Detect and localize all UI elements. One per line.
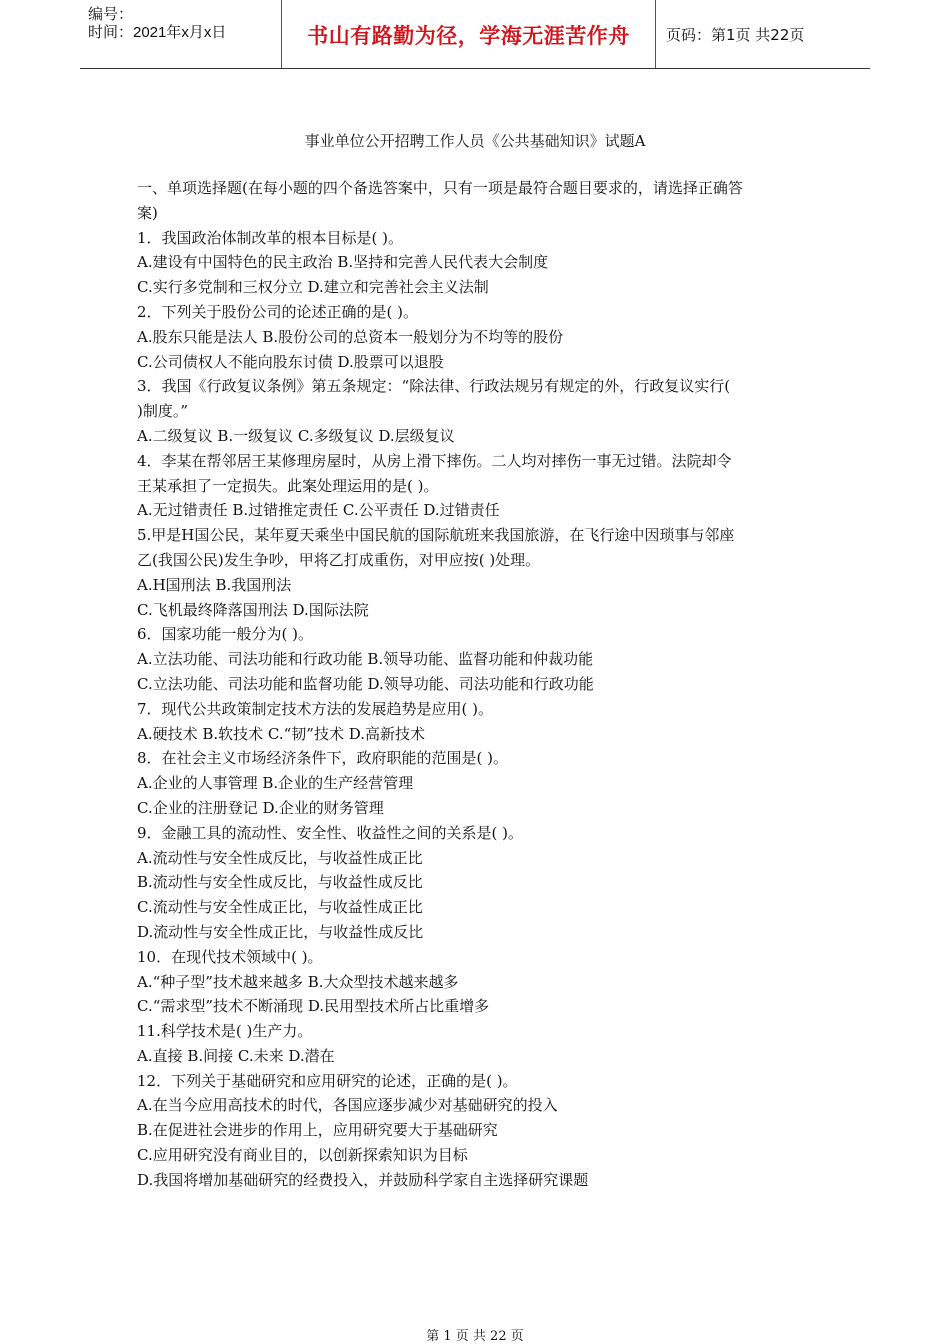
text-line: A.在当今应用高技术的时代，各国应逐步减少对基础研究的投入 bbox=[137, 1096, 558, 1115]
page-footer: 第 1 页 共 22 页 bbox=[426, 1329, 524, 1344]
text-line: 8．在社会主义市场经济条件下，政府职能的范围是( )。 bbox=[137, 749, 509, 768]
text-line: 王某承担了一定损失。此案处理运用的是( )。 bbox=[137, 476, 439, 495]
text-line: 7．现代公共政策制定技术方法的发展趋势是应用( )。 bbox=[137, 699, 494, 718]
page-header bbox=[80, 0, 870, 69]
text-line: )制度。” bbox=[137, 402, 189, 421]
text-line: A.股东只能是法人 B.股份公司的总资本一般划分为不均等的股份 bbox=[137, 327, 564, 346]
text-line: A.硬技术 B.软技术 C.“韧”技术 D.高新技术 bbox=[137, 724, 426, 743]
text-line: C.公司债权人不能向股东讨债 D.股票可以退股 bbox=[137, 352, 444, 371]
header-motto: 书山有路勤为径，学海无涯苦作舟 bbox=[307, 24, 630, 48]
text-line: 乙(我国公民)发生争吵，甲将乙打成重伤，对甲应按( )处理。 bbox=[137, 550, 541, 569]
text-line: A.“种子型”技术越来越多 B.大众型技术越来越多 bbox=[137, 972, 459, 991]
text-line: C.流动性与安全性成正比，与收益性成正比 bbox=[137, 898, 423, 917]
text-line: 1．我国政治体制改革的根本目标是( )。 bbox=[137, 228, 404, 247]
text-line: D.流动性与安全性成正比，与收益性成反比 bbox=[137, 922, 424, 941]
text-line: A.立法功能、司法功能和行政功能 B.领导功能、监督功能和仲裁功能 bbox=[137, 650, 594, 669]
text-line: C.实行多党制和三权分立 D.建立和完善社会主义法制 bbox=[137, 278, 489, 297]
text-line: 12．下列关于基础研究和应用研究的论述，正确的是( )。 bbox=[137, 1071, 518, 1090]
text-line: A.流动性与安全性成反比，与收益性成正比 bbox=[137, 848, 423, 867]
text-line: 一、单项选择题(在每小题的四个备选答案中，只有一项是最符合题目要求的，请选择正确答 bbox=[137, 179, 743, 197]
text-line: A.H国刑法 B.我国刑法 bbox=[137, 575, 292, 594]
text-line: 9．金融工具的流动性、安全性、收益性之间的关系是( )。 bbox=[137, 823, 524, 842]
text-line: 5.甲是H国公民，某年夏天乘坐中国民航的国际航班来我国旅游，在飞行途中因琐事与邻座 bbox=[137, 526, 735, 545]
text-line: C.飞机最终降落国刑法 D.国际法院 bbox=[137, 600, 369, 619]
text-line: 6．国家功能一般分为( )。 bbox=[137, 625, 314, 644]
question-body bbox=[137, 176, 817, 1193]
text-line: 4．李某在帮邻居王某修理房屋时，从房上滑下摔伤。二人均对摔伤一事无过错。法院却令 bbox=[137, 451, 732, 470]
text-line: 2．下列关于股份公司的论述正确的是( )。 bbox=[137, 302, 419, 321]
text-line: 11.科学技术是( )生产力。 bbox=[137, 1022, 313, 1041]
text-line: C.立法功能、司法功能和监督功能 D.领导功能、司法功能和行政功能 bbox=[137, 674, 594, 693]
document-time-label: 时间：2021年x月x日 bbox=[88, 24, 227, 41]
header-motto-cell bbox=[282, 0, 656, 68]
text-line: A.无过错责任 B.过错推定责任 C.公平责任 D.过错责任 bbox=[137, 501, 500, 520]
text-line: B.在促进社会进步的作用上，应用研究要大于基础研究 bbox=[137, 1121, 498, 1140]
text-line: B.流动性与安全性成反比，与收益性成反比 bbox=[137, 873, 423, 892]
document-number-label: 编号： bbox=[88, 6, 134, 23]
text-line: C.“需求型”技术不断涌现 D.民用型技术所占比重增多 bbox=[137, 997, 490, 1016]
header-page-cell bbox=[656, 0, 870, 68]
header-info-cell bbox=[80, 0, 282, 68]
header-page-code: 页码：第1页 共22页 bbox=[666, 26, 805, 44]
text-line: D.我国将增加基础研究的经费投入，并鼓励科学家自主选择研究课题 bbox=[137, 1170, 589, 1189]
text-line: 案) bbox=[137, 203, 158, 222]
text-line: A.二级复议 B.一级复议 C.多级复议 D.层级复议 bbox=[137, 426, 455, 445]
text-line: C.企业的注册登记 D.企业的财务管理 bbox=[137, 798, 384, 817]
text-line: A.建设有中国特色的民主政治 B.坚持和完善人民代表大会制度 bbox=[137, 253, 549, 272]
text-line: A.直接 B.间接 C.未来 D.潜在 bbox=[137, 1046, 335, 1065]
text-line: 10．在现代技术领域中( )。 bbox=[137, 947, 323, 966]
text-line: A.企业的人事管理 B.企业的生产经营管理 bbox=[137, 774, 414, 793]
text-line: 3．我国《行政复议条例》第五条规定：“除法律、行政法规另有规定的外，行政复议实行( bbox=[137, 377, 731, 396]
text-line: C.应用研究没有商业目的，以创新探索知识为目标 bbox=[137, 1146, 468, 1165]
document-title: 事业单位公开招聘工作人员《公共基础知识》试题A bbox=[304, 132, 646, 150]
